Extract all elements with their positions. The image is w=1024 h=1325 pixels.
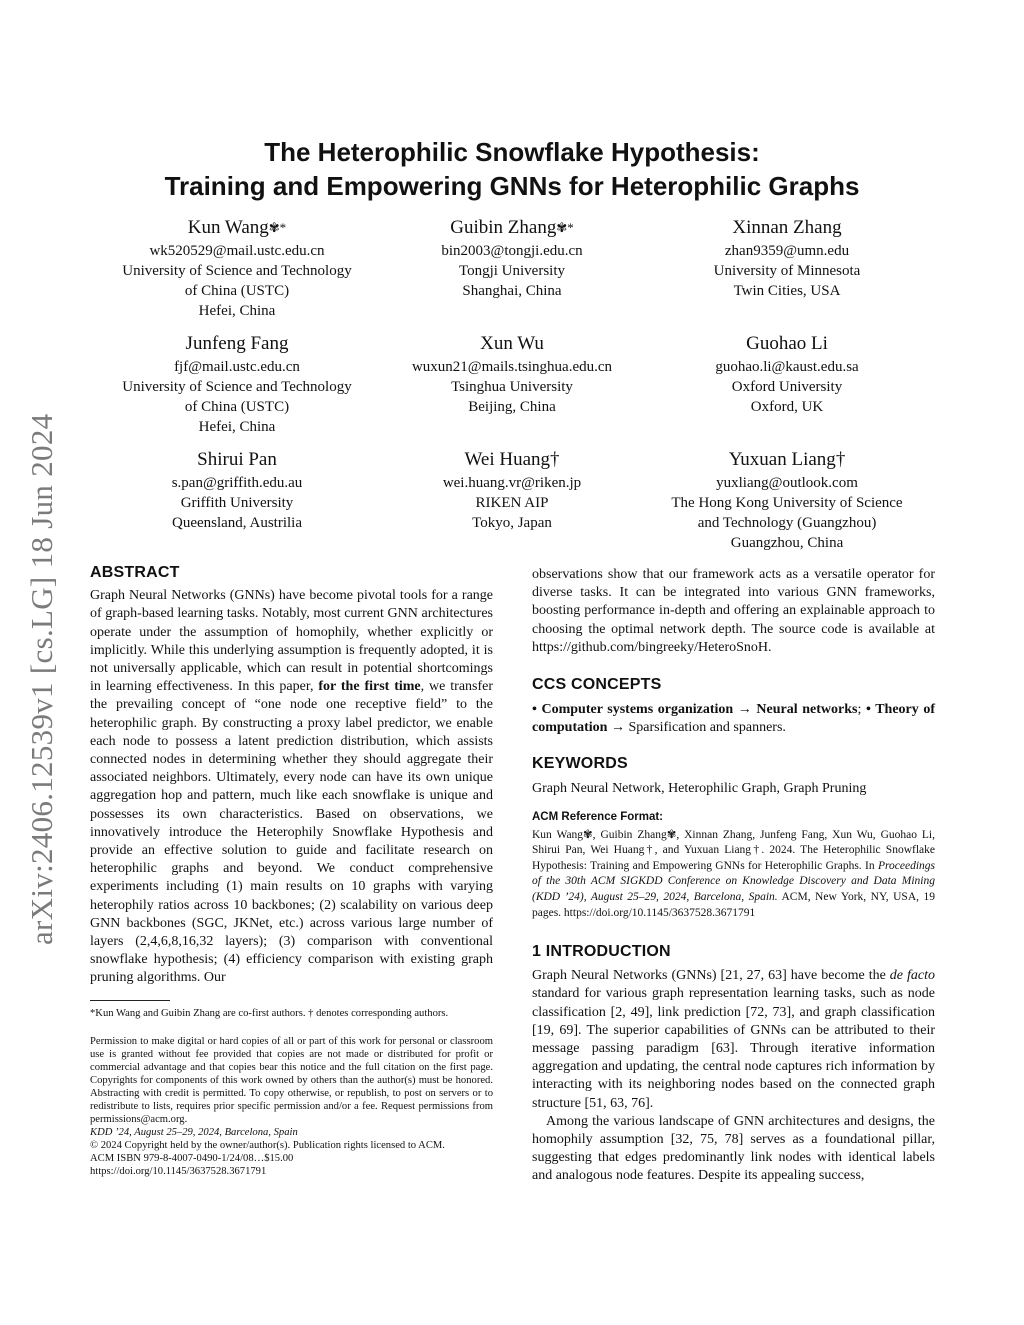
author-mark: ✾* <box>556 220 574 235</box>
author-affiliation: and Technology (Guangzhou) <box>697 515 877 531</box>
title-line-2: Training and Empowering GNNs for Heterophilic Graphs <box>164 171 860 201</box>
footnote: *Kun Wang and Guibin Zhang are co-first authors. † denotes corresponding authors. <box>90 1008 449 1019</box>
author-email: wuxun21@mails.tsinghua.edu.cn <box>411 359 613 375</box>
author-name: Guohao Li <box>746 333 828 354</box>
author-block <box>637 216 937 301</box>
author-mark: † <box>550 449 560 470</box>
author-affiliation: Oxford University <box>731 379 843 395</box>
author-email: bin2003@tongji.edu.cn <box>441 243 583 259</box>
introduction-heading: 1 INTRODUCTION <box>532 943 671 960</box>
author-location: Twin Cities, USA <box>733 283 841 299</box>
keywords-heading: KEYWORDS <box>532 755 628 772</box>
author-name: Guibin Zhang <box>450 217 557 238</box>
ccs-heading: CCS CONCEPTS <box>532 676 662 693</box>
author-email: wei.huang.vr@riken.jp <box>442 475 582 491</box>
doi-line: https://doi.org/10.1145/3637528.3671791 <box>90 1166 267 1177</box>
introduction-paragraph: Among the various landscape of GNN architectures and designs, the homophily assumption [32, 75, 78] serves as a foundational pillar, suggesting that edges predominantly link nodes with identical labels and analogous node features. Despite its appealing success, <box>532 1113 935 1184</box>
author-name: Junfeng Fang <box>185 333 289 354</box>
author-email: s.pan@griffith.edu.au <box>171 475 303 491</box>
author-block <box>87 216 387 321</box>
isbn-line: ACM ISBN 979-8-4007-0490-1/24/08…$15.00 <box>90 1153 294 1164</box>
author-block <box>637 448 937 553</box>
author-affiliation: University of Science and Technology <box>122 379 352 395</box>
abstract-section <box>90 564 493 988</box>
author-block <box>362 216 662 301</box>
acm-reference-heading: ACM Reference Format: <box>532 811 663 823</box>
ccs-text: • Computer systems organization → Neural networks; • Theory of computation → Sparsification and spanners. <box>532 702 936 736</box>
author-affiliation: Tongji University <box>458 263 566 279</box>
author-email: wk520529@mail.ustc.edu.cn <box>149 243 325 259</box>
introduction-paragraph: Graph Neural Networks (GNNs) [21, 27, 63] have become the de facto standard for various graph representation learning tasks, such as node classification [2, 49], link prediction [72, 73], and graph classification [19, 69]. The superior capabilities of GNNs can be attributed to their message passing paradigm [63]. Through iterative information aggregation and updating, the central node captures rich information by interacting with its neighboring nodes based on the connected graph structure [51, 63, 76]. <box>532 968 935 1111</box>
author-mark: † <box>835 449 846 470</box>
author-affiliation: Griffith University <box>180 495 294 511</box>
abstract-continued <box>532 566 935 657</box>
title-line-1: The Heterophilic Snowflake Hypothesis: <box>264 137 760 167</box>
abstract-text: Graph Neural Networks (GNNs) have become pivotal tools for a range of graph-based learning tasks. Notably, most current GNN architectures operate under the assumption of homophily, whether explicitly or implicitly. While this underlying assumption is frequently adopted, it is not universally applicable, which can result in potential shortcomings in learning effectiveness. In this paper, for the first time, we transfer the prevailing concept of “one node one receptive field” to the heterophilic graph. By constructing a proxy label predictor, we enable each node to possess a latent prediction distribution, which assists connected nodes in determining whether they should aggregate their associated neighbors. Ultimately, every node can have its own unique aggregation hop and pattern, much like each snowflake is unique and possesses its own characteristics. Based on observations, we innovatively introduce the Heterophily Snowflake Hypothesis and provide an effective solution to guide and facilitate research on heterophilic graphs and beyond. We conduct comprehensive experiments including (1) main results on 10 graphs with varying heterophily ratios across 10 backbones; (2) scalability on various deep GNN backbones (SGC, JKNet, etc.) across various large number of layers (2,4,6,8,16,32 layers); (3) comparison with conventional snowflake hypothesis; (4) efficiency comparison with existing graph pruning algorithms. Our <box>90 588 494 986</box>
author-block <box>87 448 387 533</box>
author-email: fjf@mail.ustc.edu.cn <box>174 359 300 375</box>
author-block <box>87 332 387 437</box>
author-email: zhan9359@umn.edu <box>724 243 850 259</box>
arxiv-identifier: arXiv:2406.12539v1 [cs.LG] 18 Jun 2024 <box>24 413 59 945</box>
author-affiliation: RIKEN AIP <box>475 495 549 511</box>
author-affiliation: University of Minnesota <box>713 263 861 279</box>
paper-title <box>90 135 934 203</box>
permission-text: Permission to make digital or hard copies of all or part of this work for personal or classroom use is granted without fee provided that copies are not made or distributed for profit or commercial advantage and that copies bear this notice and the full citation on the first page. Copyrights for components of this work owned by others than the author(s) must be honored. Abstracting with credit is permitted. To copy otherwise, or republish, to post on servers or to redistribute to lists, requires prior specific permission and/or a fee. Request permissions from permissions@acm.org. <box>90 1036 493 1125</box>
abstract-heading: ABSTRACT <box>90 564 180 581</box>
author-location: Beijing, China <box>468 399 556 415</box>
author-location: Shanghai, China <box>462 283 562 299</box>
author-affiliation: The Hong Kong University of Science <box>671 495 903 511</box>
ccs-section <box>532 676 935 738</box>
author-location: Tokyo, Japan <box>472 515 552 531</box>
author-email: yuxliang@outlook.com <box>716 475 858 491</box>
author-name: Shirui Pan <box>197 449 277 470</box>
author-block <box>362 332 662 417</box>
permission-block <box>90 1035 493 1178</box>
author-email: guohao.li@kaust.edu.sa <box>715 359 859 375</box>
author-location: Guangzhou, China <box>730 535 844 551</box>
keywords-section <box>532 755 935 798</box>
author-mark: ✾* <box>268 220 287 235</box>
author-location: Hefei, China <box>198 303 276 319</box>
author-affiliation: Tsinghua University <box>451 379 573 395</box>
author-name: Wei Huang <box>464 449 551 470</box>
author-name: Xinnan Zhang <box>732 217 842 238</box>
footnote-rule <box>90 1000 170 1001</box>
author-affiliation: of China (USTC) <box>184 399 290 415</box>
author-location: Queensland, Austrilia <box>172 515 302 531</box>
acm-reference-section <box>532 810 935 921</box>
abstract-emphasis: for the first time <box>318 679 421 695</box>
author-location: Hefei, China <box>198 419 276 435</box>
author-name: Kun Wang <box>187 217 269 238</box>
author-location: Oxford, UK <box>750 399 824 415</box>
author-name: Yuxuan Liang <box>728 449 836 470</box>
keywords-text: Graph Neural Network, Heterophilic Graph, Graph Pruning <box>532 781 867 797</box>
conference-line: KDD ’24, August 25–29, 2024, Barcelona, Spain <box>90 1127 298 1138</box>
author-affiliation: of China (USTC) <box>184 283 290 299</box>
abstract-text-continued: observations show that our framework acts as a versatile operator for diverse tasks. It can be integrated into various GNN frameworks, boosting performance in-depth and offering an explainable approach to choosing the optimal network depth. The source code is available at https://github.com/bingreeky/HeteroSnoH. <box>532 567 935 655</box>
author-block <box>362 448 662 533</box>
author-affiliation: University of Science and Technology <box>122 263 352 279</box>
introduction-section <box>532 943 935 1186</box>
copyright-line: © 2024 Copyright held by the owner/author(s). Publication rights licensed to ACM. <box>90 1140 445 1151</box>
author-block <box>637 332 937 417</box>
author-name: Xun Wu <box>480 333 544 354</box>
acm-reference-text: Kun Wang✾, Guibin Zhang✾, Xinnan Zhang, Junfeng Fang, Xun Wu, Guohao Li, Shirui Pan, Wei Huang†, and Yuxuan Liang†. 2024. The Heterophilic Snowflake Hypothesis: Training and Empowering GNNs for Heterophilic Graphs. In Proceedings of the 30th ACM SIGKDD Conference on Knowledge Discovery and Data Mining (KDD ’24), August 25–29, 2024, Barcelona, Spain. ACM, New York, NY, USA, 19 pages. https://doi.org/10.1145/3637528.3671791 <box>532 828 935 919</box>
